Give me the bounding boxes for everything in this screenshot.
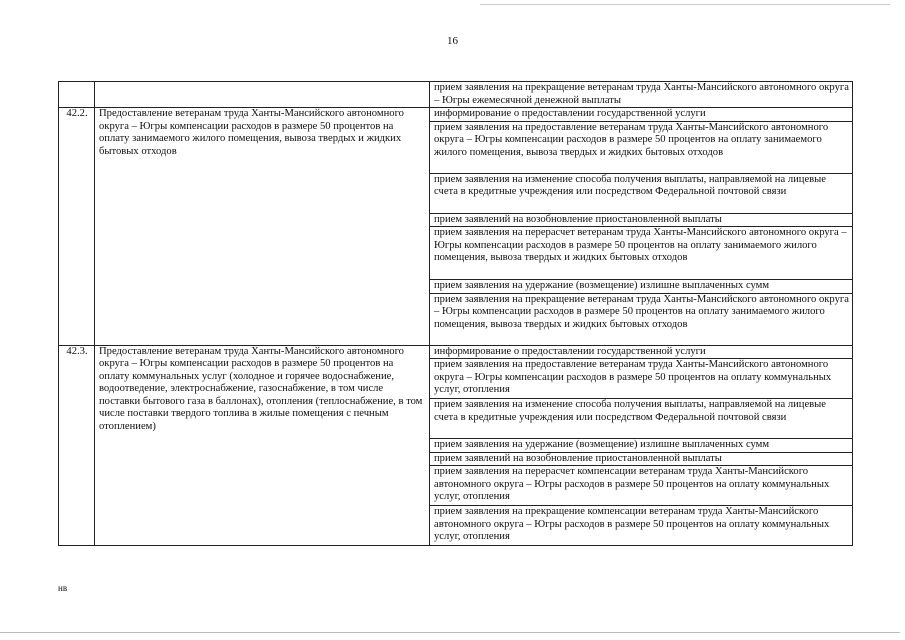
service-item: прием заявления на прекращение ветеранам труда Ханты-Мансийского автономного округа – Югры компенсации расходов в размере 50 процентов на оплату занимаемого жилого помещения, вывоза твердых и жидких бытовых отходов	[430, 293, 853, 345]
service-name	[95, 82, 430, 108]
table-row	[59, 108, 853, 122]
service-item: прием заявления на предоставление ветеранам труда Ханты-Мансийского автономного округа – Югры компенсации расходов в размере 50 процентов на оплату занимаемого жилого помещения, вывоза твердых и жидких бытовых отходов	[430, 121, 853, 173]
service-item: прием заявлений на возобновление приостановленной выплаты	[430, 213, 853, 227]
table-row	[59, 82, 853, 108]
service-item: прием заявления на перерасчет компенсации ветеранам труда Ханты-Мансийского автономного округа – Югры расходов в размере 50 процентов на оплату коммунальных услуг, отопления	[430, 466, 853, 506]
service-item: информирование о предоставлении государственной услуги	[430, 345, 853, 359]
service-name: Предоставление ветеранам труда Ханты-Мансийского автономного округа – Югры компенсации расходов в размере 50 процентов на оплату коммунальных услуг (холодное и горячее водоснабжение, водоотведение, электроснабжение, газоснабжение, в том числе поставки бытового газа в баллонах), отопления (теплоснабжение, в том числе поставки твердого топлива в жилые помещения с печным отоплением)	[95, 345, 430, 546]
service-item: прием заявления на перерасчет ветеранам труда Ханты-Мансийского автономного округа – Югры компенсации расходов в размере 50 процентов на оплату занимаемого жилого помещения, вывоза твердых и жидких бытовых отходов	[430, 227, 853, 280]
service-item: прием заявления на прекращение ветеранам труда Ханты-Мансийского автономного округа – Югры ежемесячной денежной выплаты	[430, 82, 853, 108]
services-table	[58, 81, 853, 546]
row-number: 42.3.	[59, 345, 95, 546]
service-item: прием заявления на прекращение компенсации ветеранам труда Ханты-Мансийского автономного округа – Югры расходов в размере 50 процентов на оплату коммунальных услуг, отопления	[430, 506, 853, 546]
table-row	[59, 345, 853, 359]
service-item: прием заявления на предоставление ветеранам труда Ханты-Мансийского автономного округа – Югры компенсации расходов в размере 50 процентов на оплату коммунальных услуг, отопления	[430, 359, 853, 399]
service-item: прием заявления на удержание (возмещение) излишне выплаченных сумм	[430, 280, 853, 294]
footer-code: нв	[58, 583, 68, 593]
service-item: прием заявления на удержание (возмещение) излишне выплаченных сумм	[430, 439, 853, 453]
service-item: информирование о предоставлении государственной услуги	[430, 108, 853, 122]
row-number: 42.2.	[59, 108, 95, 346]
service-name: Предоставление ветеранам труда Ханты-Мансийского автономного округа – Югры компенсации расходов в размере 50 процентов на оплату занимаемого жилого помещения, вывоза твердых и жидких бытовых отходов	[95, 108, 430, 346]
service-item: прием заявления на изменение способа получения выплаты, направляемой на лицевые счета в кредитные учреждения или посредством Федеральной почтовой связи	[430, 173, 853, 213]
scan-edge-top	[480, 4, 890, 5]
scan-edge-bottom	[0, 632, 900, 633]
service-item: прием заявлений на возобновление приостановленной выплаты	[430, 452, 853, 466]
row-number	[59, 82, 95, 108]
page-number: 16	[447, 35, 458, 47]
service-item: прием заявления на изменение способа получения выплаты, направляемой на лицевые счета в кредитные учреждения или посредством Федеральной почтовой связи	[430, 399, 853, 439]
